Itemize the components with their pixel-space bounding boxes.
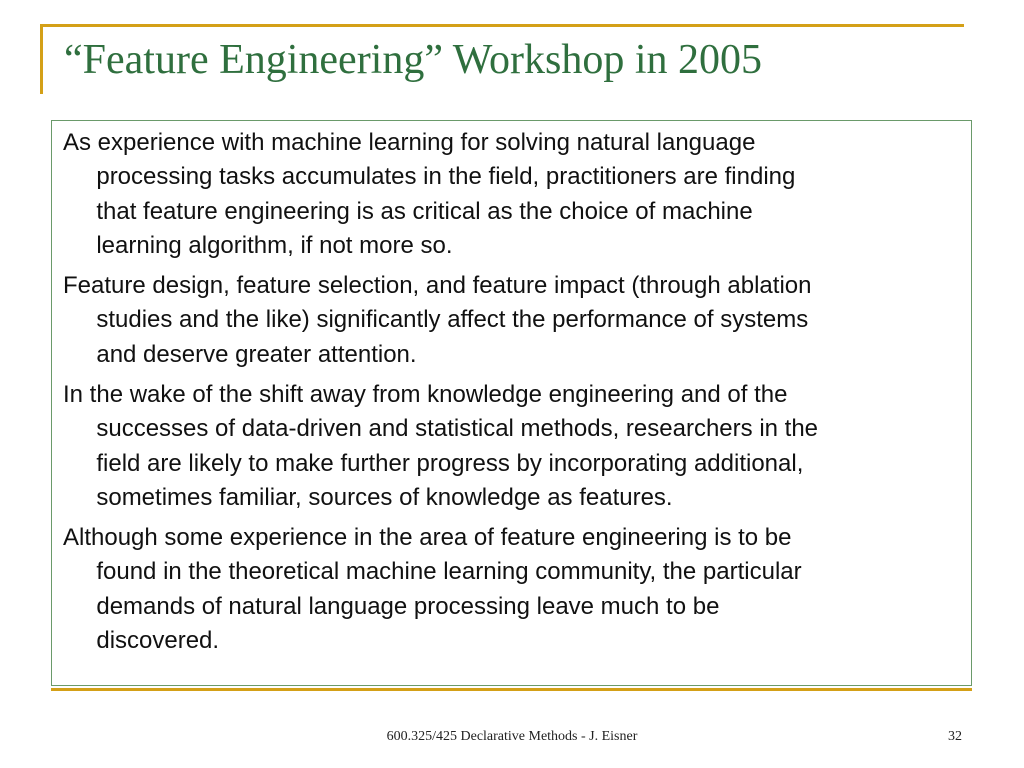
paragraph-2: Feature design, feature selection, and feature impact (through ablation studies and the like) significantly affect the performance of systems and deserve greater attention. xyxy=(63,272,812,368)
paragraph-4: Although some experience in the area of feature engineering is to be found in the theoretical machine learning community, the particular demands of natural language processing leave much to be discovered. xyxy=(63,524,802,654)
paragraph-1: As experience with machine learning for solving natural language processing tasks accumulates in the field, practitioners are finding that feature engineering is as critical as the choice of machine learning algorithm, if not more so. xyxy=(63,129,796,259)
title-left-rule xyxy=(40,24,43,94)
title-top-rule xyxy=(40,24,964,27)
page-number: 32 xyxy=(948,729,962,744)
slide-title: “Feature Engineering” Workshop in 2005 xyxy=(64,37,763,83)
slide-footer: 600.325/425 Declarative Methods - J. Eisner xyxy=(386,729,638,744)
content-bottom-rule xyxy=(51,688,972,691)
paragraph-3: In the wake of the shift away from knowledge engineering and of the successes of data-driven and statistical methods, researchers in the field are likely to make further progress by incorporating additional, sometimes familiar, sources of knowledge as features. xyxy=(63,381,819,511)
